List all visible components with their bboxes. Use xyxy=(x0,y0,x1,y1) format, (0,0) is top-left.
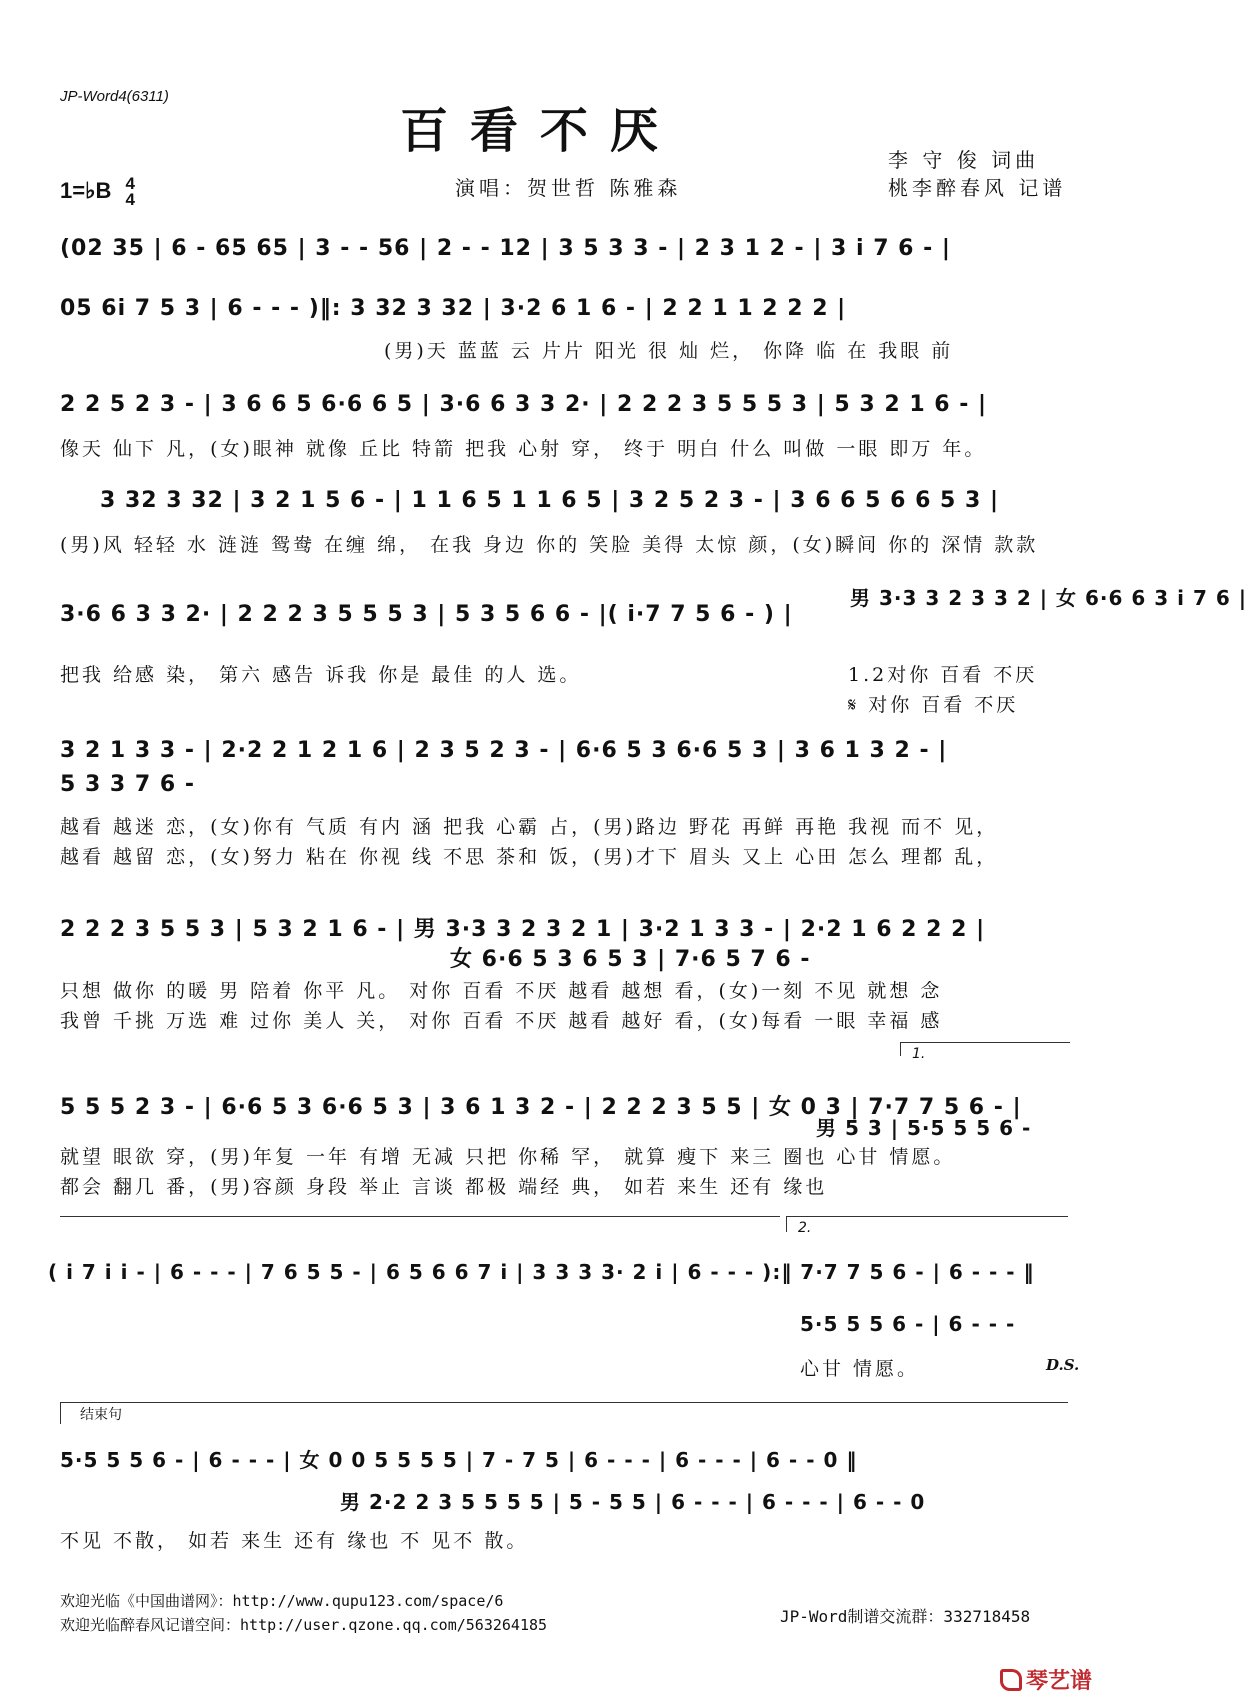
transcriber: 桃李醉春风 记谱 xyxy=(888,176,1067,200)
ending-section-label: 结束句 xyxy=(80,1407,122,1423)
volta-2-label: 2. xyxy=(798,1220,812,1236)
notation-row-10: 5·5 5 5 6 - | 6 - - - | 女 0 0 5 5 5 5 | 7 - 7 5 | 6 - - - | 6 - - - | 6 - - 0 ‖ xyxy=(60,1448,858,1472)
notation-row-2: 05 6i 7 5 3 | 6 - - - )‖: 3 32 3 32 | 3·2 6 1 6 - | 2 2 1 1 2 2 2 | xyxy=(60,296,847,321)
lyric-row-8-2: 都会 翻几 番，(男)容颜 身段 举止 言谈 都极 端经 典， 如若 来生 还有 缘也 xyxy=(60,1176,828,1198)
notation-row-8-lower: 男 5 3 | 5·5 5 5 6 - xyxy=(816,1116,1032,1140)
volta-2-bracket xyxy=(786,1216,1068,1217)
notation-row-1: (02 35 | 6 - 65 65 | 3 - - 56 | 2 - - 12 | 3 5 3 3 - | 2 3 1 2 - | 3 i 7 6 - | xyxy=(60,236,951,261)
lyric-row-5-duet-1: 1.2对你 百看 不厌 xyxy=(848,664,1038,686)
lyric-row-3: 像天 仙下 凡，(女)眼神 就像 丘比 特箭 把我 心射 穿， 终于 明白 什么 叫做 一眼 即万 年。 xyxy=(60,438,987,460)
lyric-row-8-1: 就望 眼欲 穿，(男)年复 一年 有增 无减 只把 你稀 罕， 就算 瘦下 来三 圈也 心甘 情愿。 xyxy=(60,1146,956,1168)
footer-link-1: 欢迎光临《中国曲谱网》：http://www.qupu123.com/space/6 xyxy=(60,1592,504,1610)
notation-row-10-lower: 男 2·2 2 3 5 5 5 5 | 5 - 5 5 | 6 - - - | 6 - - - | 6 - - 0 xyxy=(340,1490,926,1514)
lyric-row-7-2: 我曾 千挑 万选 难 过你 美人 关， 对你 百看 不厌 越看 越好 看，(女)每看 一眼 幸福 感 xyxy=(60,1010,943,1032)
notation-row-7-lower: 女 6·6 5 3 6 5 3 | 7·6 5 7 6 - xyxy=(450,947,811,972)
lyric-row-10: 不见 不散， 如若 来生 还有 缘也 不 见不 散。 xyxy=(60,1530,529,1552)
site-logo xyxy=(1000,1664,1092,1695)
key-signature xyxy=(60,176,135,208)
notation-row-9: ( i 7 i i - | 6 - - - | 7 6 5 5 - | 6 5 6 6 7 i | 3 3 3 3· 2 i | 6 - - - ):‖ 7·7 7 5 6 - | 6 - - - ‖ xyxy=(48,1260,1035,1284)
notation-row-3: 2 2 5 2 3 - | 3 6 6 5 6·6 6 5 | 3·6 6 3 3 2· | 2 2 2 3 5 5 5 3 | 5 3 2 1 6 - | xyxy=(60,392,988,417)
lyric-row-7-1: 只想 做你 的暖 男 陪着 你平 凡。 对你 百看 不厌 越看 越想 看，(女)一刻 不见 就想 念 xyxy=(60,980,943,1002)
lyric-row-5: 把我 给感 染， 第六 感告 诉我 你是 最佳 的人 选。 xyxy=(60,664,582,686)
notation-row-5: 3·6 6 3 3 2· | 2 2 2 3 5 5 5 3 | 5 3 5 6 6 - |( i·7 7 5 6 - ) | xyxy=(60,602,793,627)
volta-1-label: 1. xyxy=(912,1046,926,1062)
notation-row-5-duet: 男 3·3 3 2 3 3 2 | 女 6·6 6 3 i 7 6 | xyxy=(850,586,1247,610)
coda-bracket-edge xyxy=(60,1402,61,1424)
time-denominator: 4 xyxy=(125,190,135,209)
volta-1-edge xyxy=(900,1042,901,1056)
notation-row-6: 3 2 1 3 3 - | 2·2 2 1 2 1 6 | 2 3 5 2 3 - | 6·6 5 3 6·6 5 3 | 3 6 1 3 2 - | xyxy=(60,738,948,763)
lyric-row-6-1: 越看 越迷 恋，(女)你有 气质 有内 涵 把我 心霸 占，(男)路边 野花 再鲜 再艳 我视 而不 见， xyxy=(60,816,999,838)
singers: 演唱：贺世哲 陈雅森 xyxy=(455,176,682,200)
lyric-row-6-2: 越看 越留 恋，(女)努力 粘在 你视 线 不思 茶和 饭，(男)才下 眉头 又上 心田 怎么 理都 乱， xyxy=(60,846,999,868)
time-numerator: 4 xyxy=(125,174,135,193)
footer-link-2: 欢迎光临醉春风记谱空间：http://user.qzone.qq.com/563264185 xyxy=(60,1616,548,1634)
notation-row-7: 2 2 2 3 5 5 3 | 5 3 2 1 6 - | 男 3·3 3 2 3 2 1 | 3·2 1 3 3 - | 2·2 1 6 2 2 2 | xyxy=(60,917,986,942)
volta-1-bracket xyxy=(900,1042,1070,1043)
footer-group: JP-Word制谱交流群：332718458 xyxy=(780,1607,1031,1626)
lyric-row-2: (男)天 蓝蓝 云 片片 阳光 很 灿 烂， 你降 临 在 我眼 前 xyxy=(384,340,954,362)
notation-row-4: 3 32 3 32 | 3 2 1 5 6 - | 1 1 6 5 1 1 6 5 | 3 2 5 2 3 - | 3 6 6 5 6 6 5 3 | xyxy=(100,488,1000,513)
page-title: 百看不厌 xyxy=(400,103,681,159)
lyricist: 李 守 俊 词曲 xyxy=(888,148,1040,172)
logo-text: 琴艺谱 xyxy=(1026,1669,1093,1694)
dal-segno-mark: D.S. xyxy=(1046,1356,1080,1374)
lyric-row-4: (男)风 轻轻 水 涟涟 鸳鸯 在缠 绵， 在我 身边 你的 笑脸 美得 太惊 颜，(女)瞬间 你的 深情 款款 xyxy=(60,534,1039,556)
volta-main-bracket xyxy=(60,1216,780,1217)
volta-2-edge xyxy=(786,1216,787,1232)
software-version: JP-Word4(6311) xyxy=(60,88,169,105)
notation-row-8: 5 5 5 2 3 - | 6·6 5 3 6·6 5 3 | 3 6 1 3 2 - | 2 2 2 3 5 5 | 女 0 3 | 7·7 7 5 6 - | xyxy=(60,1095,1022,1120)
time-signature xyxy=(125,176,134,208)
notation-row-6-lower: 5 3 3 7 6 - xyxy=(60,772,195,797)
lyric-row-5-duet-2: 𝄋 对你 百看 不厌 xyxy=(848,694,1019,716)
lyric-row-9: 心甘 情愿。 xyxy=(800,1358,920,1380)
logo-icon xyxy=(1000,1669,1022,1691)
key-signature-text: 1=♭B xyxy=(60,177,112,203)
notation-row-9-lower: 5·5 5 5 6 - | 6 - - - xyxy=(800,1312,1016,1336)
coda-bracket xyxy=(60,1402,1068,1403)
